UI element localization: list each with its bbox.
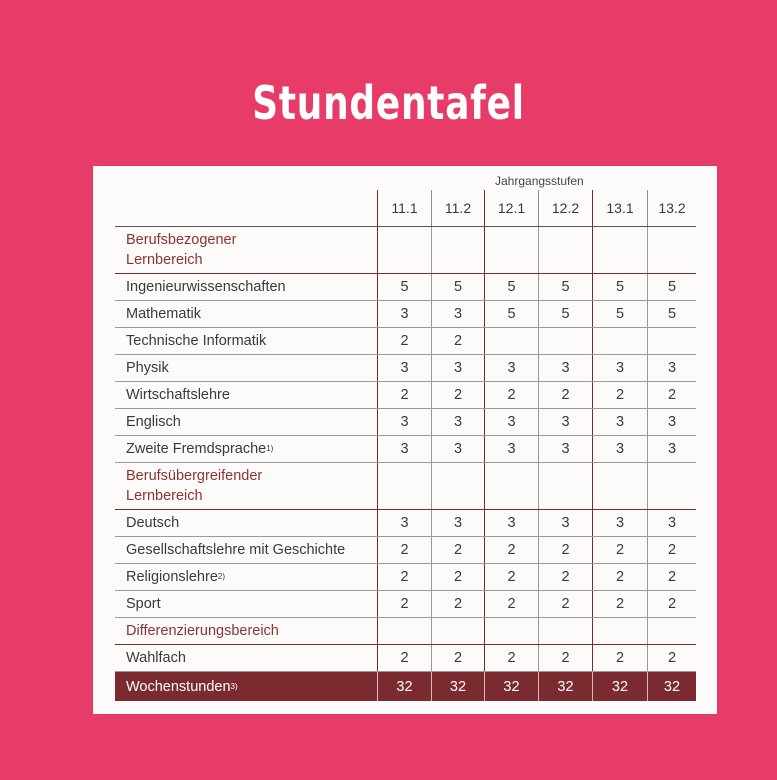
hours-cell: 2 [377, 591, 431, 617]
hours-cell: 3 [538, 355, 592, 381]
hours-cell: 5 [431, 274, 484, 300]
hours-cell: 3 [431, 301, 484, 327]
hours-cell: 3 [647, 436, 696, 462]
row-label-text: Berufsbezogener Lernbereich [126, 232, 237, 268]
hours-cell: 3 [377, 355, 431, 381]
hours-cell: 3 [647, 510, 696, 536]
row-label [126, 591, 161, 617]
hours-cell: 3 [377, 409, 431, 435]
table-row [115, 510, 696, 537]
row-label-text: Wochenstunden [126, 678, 231, 695]
hours-cell: 2 [484, 564, 538, 590]
row-label [126, 645, 186, 671]
hours-cell: 3 [538, 409, 592, 435]
hours-cell: 3 [431, 436, 484, 462]
hours-cell: 2 [647, 564, 696, 590]
hours-cell: 2 [592, 591, 647, 617]
hours-cell: 2 [431, 382, 484, 408]
hours-cell: 2 [431, 645, 484, 671]
hours-cell: 3 [377, 436, 431, 462]
section-row [115, 463, 696, 510]
hours-cell: 5 [484, 301, 538, 327]
row-label-text: Differenzierungsbereich [126, 623, 279, 639]
row-label-text: Wahlfach [126, 650, 186, 666]
column-header: 13.1 [592, 190, 647, 226]
hours-cell [538, 463, 592, 509]
row-label-text: Religionslehre [126, 569, 218, 585]
hours-cell [538, 328, 592, 354]
column-header: 11.1 [377, 190, 431, 226]
hours-cell: 2 [538, 645, 592, 671]
row-label [126, 409, 181, 435]
hours-cell: 2 [538, 564, 592, 590]
hours-cell: 3 [431, 409, 484, 435]
hours-cell: 5 [484, 274, 538, 300]
table-row [115, 382, 696, 409]
table-row [115, 409, 696, 436]
hours-cell: 3 [647, 355, 696, 381]
hours-cell [431, 227, 484, 273]
row-label-text: Sport [126, 596, 161, 612]
hours-cell: 2 [592, 382, 647, 408]
hours-cell: 3 [377, 510, 431, 536]
row-label [126, 510, 179, 536]
hours-cell [647, 227, 696, 273]
row-label [126, 355, 169, 381]
hours-cell: 3 [592, 436, 647, 462]
hours-cell: 2 [538, 591, 592, 617]
hours-cell: 32 [431, 672, 484, 701]
hours-cell: 32 [592, 672, 647, 701]
hours-cell: 3 [484, 355, 538, 381]
hours-cell: 2 [377, 328, 431, 354]
hours-cell: 2 [592, 564, 647, 590]
page-title: Stundentafel [252, 76, 525, 130]
hours-cell: 3 [431, 510, 484, 536]
hours-cell [647, 328, 696, 354]
hours-cell: 2 [484, 537, 538, 563]
row-label [126, 463, 262, 509]
hours-cell [484, 463, 538, 509]
hours-cell: 3 [538, 436, 592, 462]
column-header: 12.2 [538, 190, 592, 226]
hours-cell: 5 [592, 274, 647, 300]
hours-cell: 5 [538, 301, 592, 327]
hours-cell: 2 [538, 537, 592, 563]
row-label [126, 382, 230, 408]
table-row [115, 564, 696, 591]
hours-cell: 3 [647, 409, 696, 435]
hours-cell: 2 [647, 537, 696, 563]
hours-cell: 5 [592, 301, 647, 327]
hours-cell: 2 [431, 328, 484, 354]
hours-cell: 2 [647, 645, 696, 671]
hours-cell: 3 [592, 510, 647, 536]
hours-cell [377, 227, 431, 273]
table-row [115, 328, 696, 355]
hours-cell: 3 [484, 436, 538, 462]
table-row [115, 355, 696, 382]
hours-cell: 2 [377, 645, 431, 671]
hours-cell: 2 [592, 645, 647, 671]
hours-cell [431, 463, 484, 509]
hours-cell [592, 328, 647, 354]
hours-cell: 3 [377, 301, 431, 327]
hours-cell [377, 618, 431, 644]
row-label-text: Deutsch [126, 515, 180, 531]
hours-cell [484, 618, 538, 644]
hours-cell: 3 [538, 510, 592, 536]
hours-cell [647, 618, 696, 644]
hours-cell: 2 [377, 537, 431, 563]
hours-cell [431, 618, 484, 644]
row-label-text: Physik [126, 360, 169, 376]
table-row [115, 537, 696, 564]
row-label [126, 618, 279, 644]
hours-cell: 2 [647, 591, 696, 617]
hours-cell: 2 [431, 591, 484, 617]
hours-cell: 5 [647, 301, 696, 327]
total-row [115, 672, 696, 701]
hours-cell [484, 227, 538, 273]
row-label [126, 227, 236, 273]
hours-cell: 5 [377, 274, 431, 300]
row-label: Zweite Fremdsprache 1) [126, 441, 274, 457]
hours-cell: 2 [538, 382, 592, 408]
hours-cell: 2 [431, 537, 484, 563]
hours-cell: 2 [377, 382, 431, 408]
row-label [126, 537, 345, 563]
table-row [115, 436, 696, 463]
table-row [115, 645, 696, 672]
row-label-text: Gesellschaftslehre mit Geschichte [126, 542, 346, 558]
section-row [115, 618, 696, 645]
hours-cell: 32 [538, 672, 592, 701]
hours-cell [592, 227, 647, 273]
hours-cell [592, 618, 647, 644]
column-header: 12.1 [484, 190, 538, 226]
hours-cell: 5 [538, 274, 592, 300]
section-row [115, 227, 696, 274]
hours-cell: 3 [484, 510, 538, 536]
column-header: 11.2 [431, 190, 484, 226]
hours-cell: 2 [592, 537, 647, 563]
hours-cell [592, 463, 647, 509]
row-label [126, 328, 266, 354]
hours-cell: 2 [484, 591, 538, 617]
table-row [115, 274, 696, 301]
hours-cell [647, 463, 696, 509]
hours-cell: 32 [647, 672, 696, 701]
row-label-text: Ingenieurwissenschaften [126, 279, 286, 295]
hours-cell [538, 227, 592, 273]
hours-cell: 3 [592, 355, 647, 381]
table-row [115, 301, 696, 328]
row-label-text: Englisch [126, 414, 181, 430]
hours-cell [538, 618, 592, 644]
row-label [126, 301, 201, 327]
row-label: Wochenstunden 3) [126, 678, 238, 695]
hours-cell: 2 [377, 564, 431, 590]
hours-cell: 32 [377, 672, 431, 701]
hours-cell [484, 328, 538, 354]
hours-cell: 5 [647, 274, 696, 300]
row-label-text: Technische Informatik [126, 333, 267, 349]
hours-cell: 2 [431, 564, 484, 590]
hours-cell [377, 463, 431, 509]
hours-cell: 2 [484, 382, 538, 408]
row-label-text: Berufsübergreifender Lernbereich [126, 468, 263, 504]
row-label: Religionslehre 2) [126, 569, 226, 585]
year-group-header: Jahrgangsstufen [495, 174, 584, 188]
hours-cell: 3 [484, 409, 538, 435]
table-row [115, 591, 696, 618]
row-label [126, 274, 286, 300]
row-label-text: Mathematik [126, 306, 201, 322]
row-label-text: Wirtschaftslehre [126, 387, 230, 403]
hours-cell: 2 [647, 382, 696, 408]
hours-cell: 3 [592, 409, 647, 435]
hours-cell: 3 [431, 355, 484, 381]
row-label-text: Zweite Fremdsprache [126, 441, 267, 457]
hours-cell: 32 [484, 672, 538, 701]
hours-cell: 2 [484, 645, 538, 671]
column-header: 13.2 [647, 190, 696, 226]
